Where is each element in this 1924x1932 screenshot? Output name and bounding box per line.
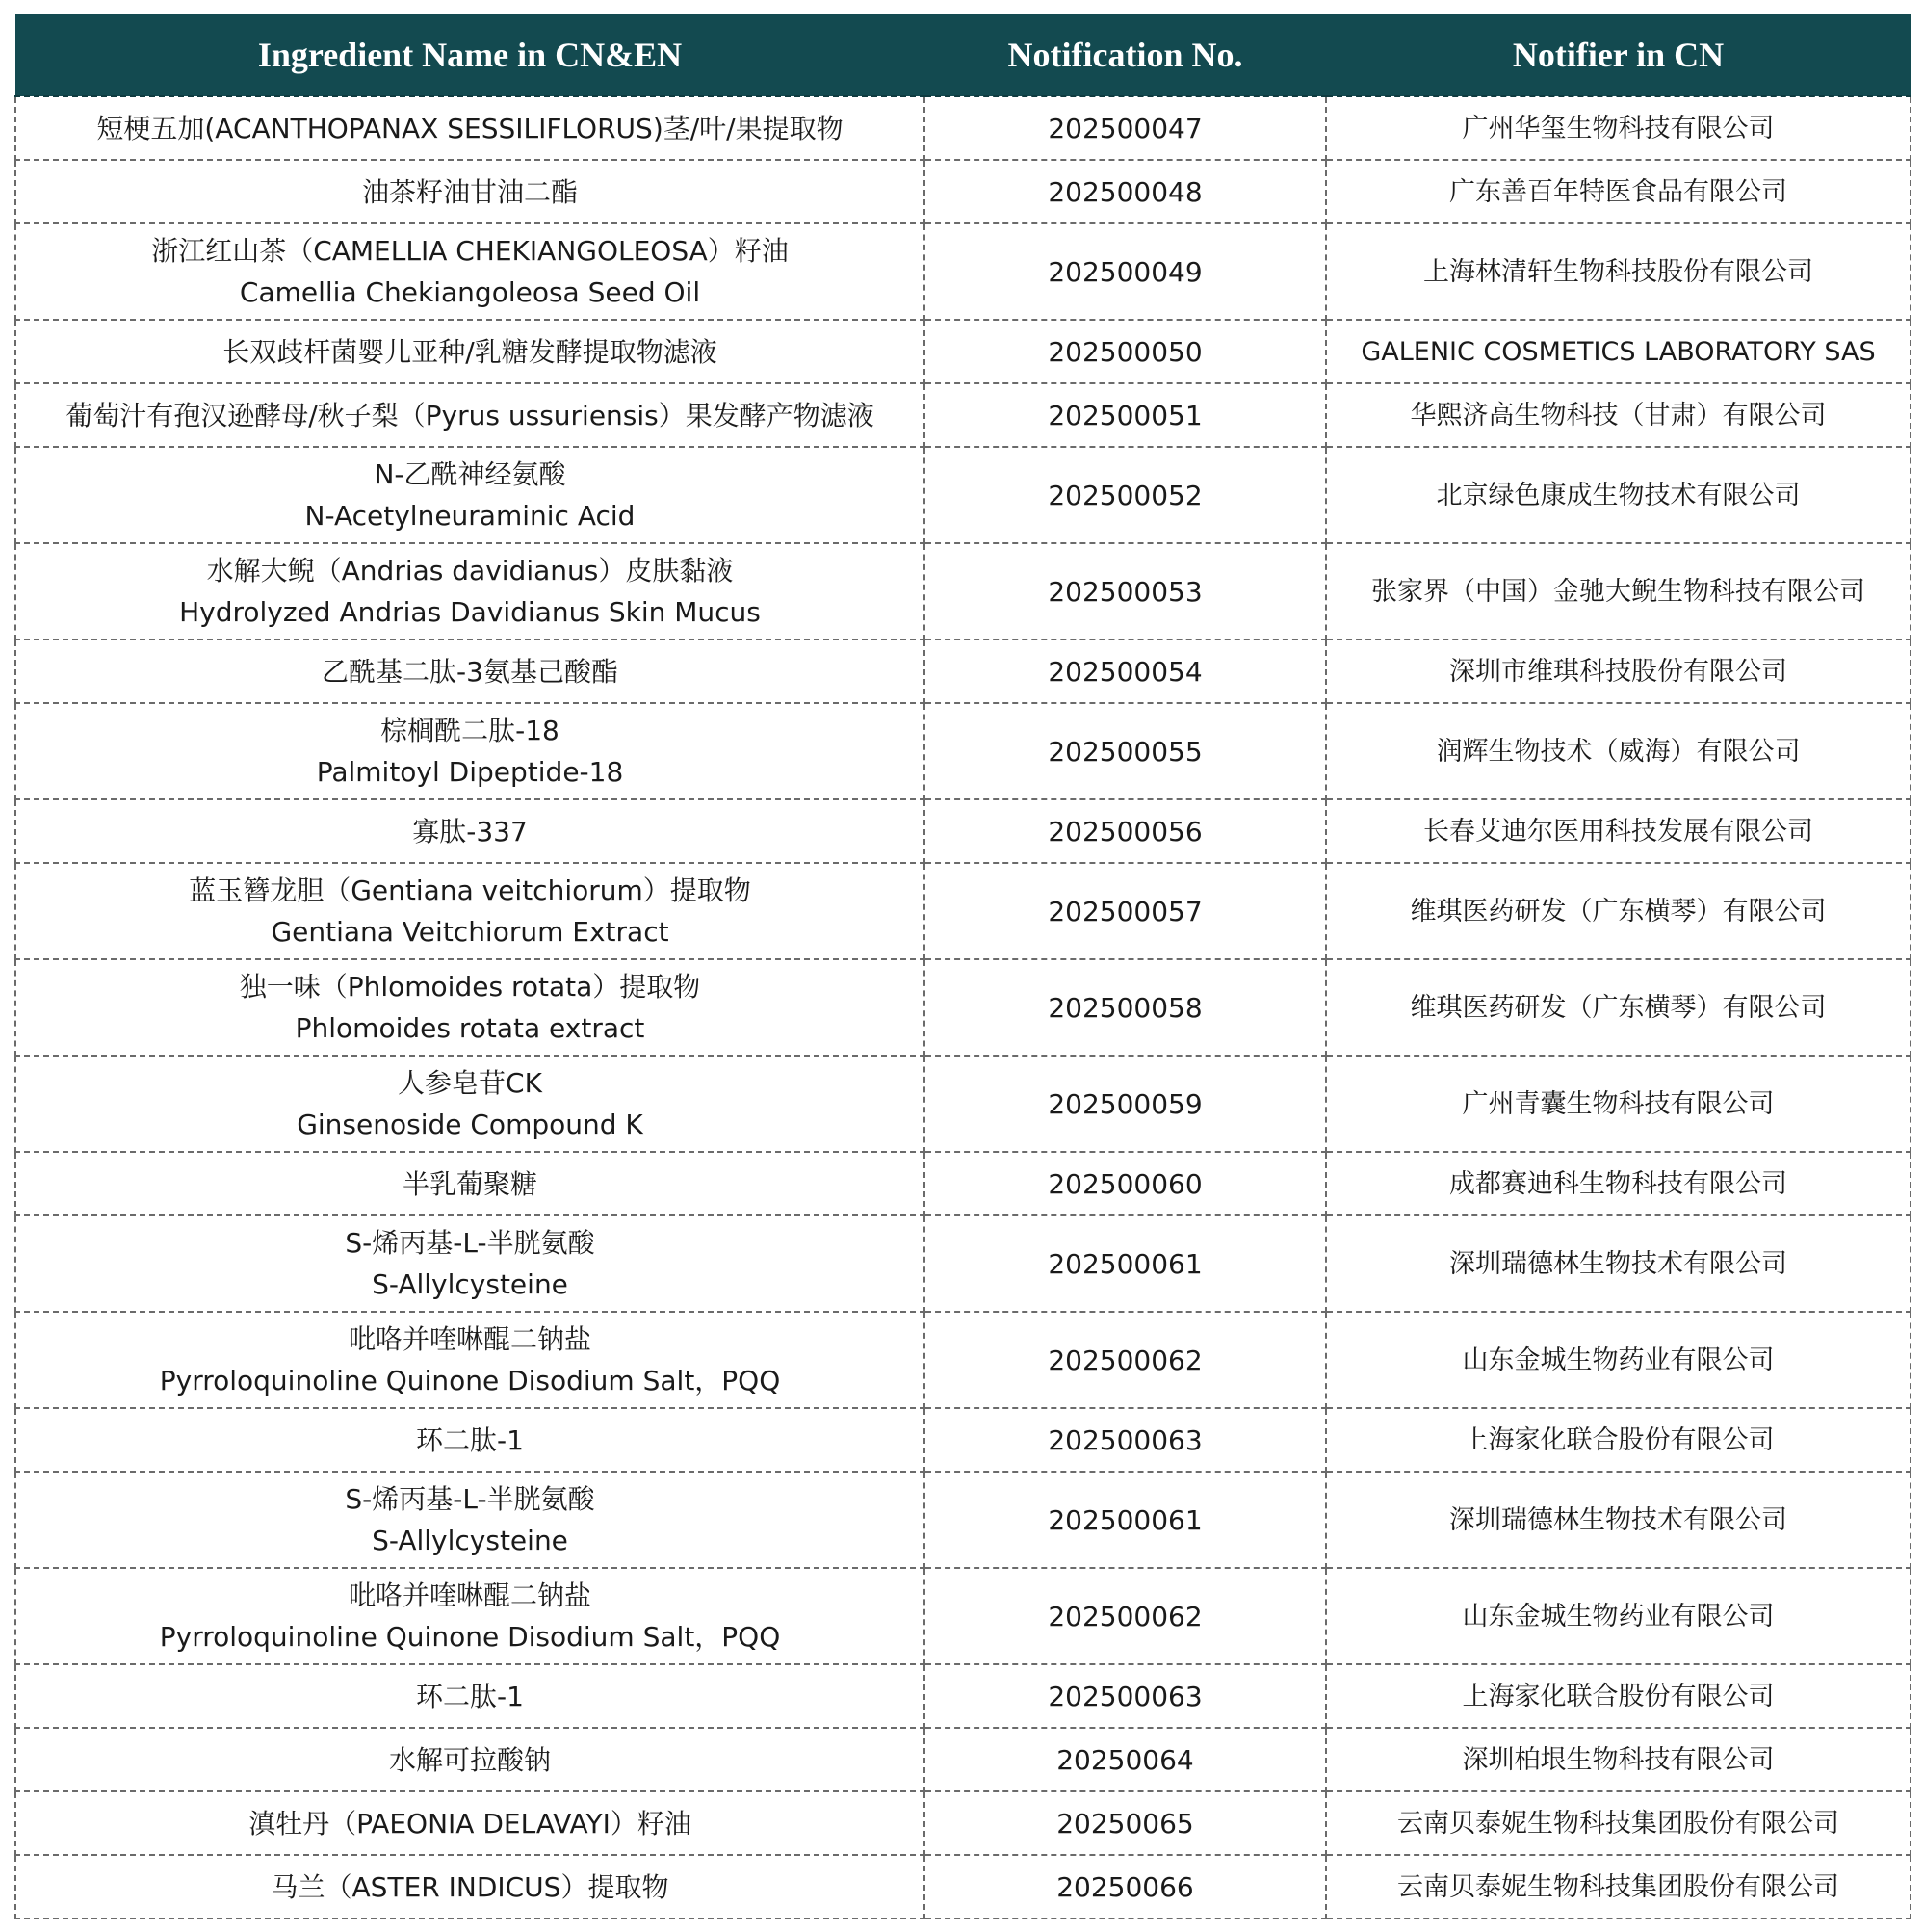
ingredient-name-line: 马兰（ASTER INDICUS）提取物 — [271, 1870, 669, 1903]
notifier-cell: 深圳市维琪科技股份有限公司 — [1326, 640, 1911, 703]
notification-no-cell: 202500051 — [924, 383, 1326, 447]
notifier-cell: 广东善百年特医食品有限公司 — [1326, 160, 1911, 223]
table-row — [15, 320, 1911, 383]
notification-no-cell: 202500061 — [924, 1472, 1326, 1568]
ingredient-name-cell — [15, 799, 924, 863]
ingredient-table — [14, 14, 1911, 1919]
notifier-cell: 深圳瑞德林生物技术有限公司 — [1326, 1215, 1911, 1312]
ingredient-name-line: 乙酰基二肽-3氨基己酸酯 — [322, 655, 618, 688]
notifier-cell: 上海家化联合股份有限公司 — [1326, 1664, 1911, 1728]
notification-no-cell: 202500055 — [924, 703, 1326, 799]
notification-no-cell: 202500052 — [924, 447, 1326, 543]
ingredient-name-line: 滇牡丹（PAEONIA DELAVAYI）籽油 — [248, 1807, 691, 1840]
ingredient-name-cell — [15, 640, 924, 703]
ingredient-name-cell — [15, 447, 924, 543]
notification-no-cell: 202500049 — [924, 223, 1326, 320]
table-row — [15, 1791, 1911, 1855]
header-notifier: Notifier in CN — [1326, 14, 1911, 96]
ingredient-name-en-line: Pyrroloquinoline Quinone Disodium Salt，PQQ — [159, 1621, 781, 1653]
table-row — [15, 1408, 1911, 1472]
table-container — [14, 14, 1910, 1919]
ingredient-name-line: 长双歧杆菌婴儿亚种/乳糖发酵提取物滤液 — [222, 335, 717, 368]
notifier-cell: 广州青囊生物科技有限公司 — [1326, 1056, 1911, 1152]
ingredient-name-cell — [15, 1791, 924, 1855]
ingredient-name-line: 寡肽-337 — [412, 815, 528, 848]
ingredient-name-cell — [15, 96, 924, 160]
ingredient-name-line: 棕榈酰二肽-18 — [380, 715, 559, 746]
notifier-cell: 长春艾迪尔医用科技发展有限公司 — [1326, 799, 1911, 863]
notifier-cell: 维琪医药研发（广东横琴）有限公司 — [1326, 863, 1911, 959]
notification-no-cell: 202500061 — [924, 1215, 1326, 1312]
notifier-cell: 山东金城生物药业有限公司 — [1326, 1568, 1911, 1664]
ingredient-name-cell — [15, 959, 924, 1056]
notifier-cell: 云南贝泰妮生物科技集团股份有限公司 — [1326, 1855, 1911, 1919]
notifier-cell: 上海家化联合股份有限公司 — [1326, 1408, 1911, 1472]
table-row — [15, 640, 1911, 703]
notifier-cell: 润辉生物技术（威海）有限公司 — [1326, 703, 1911, 799]
notification-no-cell: 20250064 — [924, 1728, 1326, 1791]
table-row — [15, 1855, 1911, 1919]
notifier-cell: 北京绿色康成生物技术有限公司 — [1326, 447, 1911, 543]
notifier-cell: 云南贝泰妮生物科技集团股份有限公司 — [1326, 1791, 1911, 1855]
table-header — [15, 14, 1911, 96]
notification-no-cell: 20250065 — [924, 1791, 1326, 1855]
notifier-cell: 广州华玺生物科技有限公司 — [1326, 96, 1911, 160]
ingredient-name-en-line: Camellia Chekiangoleosa Seed Oil — [239, 276, 701, 308]
notifier-cell: 华熙济高生物科技（甘肃）有限公司 — [1326, 383, 1911, 447]
notifier-cell: GALENIC COSMETICS LABORATORY SAS — [1326, 320, 1911, 383]
ingredient-name-en-line: S-Allylcysteine — [372, 1525, 568, 1556]
table-row — [15, 543, 1911, 640]
ingredient-name-cell — [15, 1215, 924, 1312]
notifier-cell: 深圳柏垠生物科技有限公司 — [1326, 1728, 1911, 1791]
ingredient-name-cell — [15, 1312, 924, 1408]
ingredient-name-line: S-烯丙基-L-半胱氨酸 — [345, 1483, 595, 1515]
notifier-cell: 深圳瑞德林生物技术有限公司 — [1326, 1472, 1911, 1568]
ingredient-name-line: 吡咯并喹啉醌二钠盐 — [348, 1580, 591, 1611]
notification-no-cell: 202500059 — [924, 1056, 1326, 1152]
ingredient-name-line: 半乳葡聚糖 — [402, 1167, 537, 1200]
ingredient-name-en-line: Palmitoyl Dipeptide-18 — [316, 756, 624, 788]
ingredient-name-cell — [15, 1664, 924, 1728]
notification-no-cell: 202500048 — [924, 160, 1326, 223]
table-row — [15, 447, 1911, 543]
table-row — [15, 96, 1911, 160]
ingredient-name-cell — [15, 223, 924, 320]
ingredient-name-cell — [15, 703, 924, 799]
ingredient-name-line: 葡萄汁有孢汉逊酵母/秋子梨（Pyrus ussuriensis）果发酵产物滤液 — [65, 399, 874, 431]
ingredient-name-line: 环二肽-1 — [416, 1423, 524, 1456]
header-ingredient-name: Ingredient Name in CN&EN — [15, 14, 924, 96]
ingredient-name-cell — [15, 1728, 924, 1791]
ingredient-name-line: 短梗五加(ACANTHOPANAX SESSILIFLORUS)茎/叶/果提取物 — [96, 112, 844, 144]
notifier-cell: 上海林清轩生物科技股份有限公司 — [1326, 223, 1911, 320]
notification-no-cell: 202500047 — [924, 96, 1326, 160]
ingredient-name-line: 浙江红山茶（CAMELLIA CHEKIANGOLEOSA）籽油 — [151, 235, 789, 267]
ingredient-name-cell — [15, 1152, 924, 1215]
table-row — [15, 799, 1911, 863]
ingredient-name-cell — [15, 543, 924, 640]
table-body — [15, 96, 1911, 1919]
notifier-cell: 张家界（中国）金驰大鲵生物科技有限公司 — [1326, 543, 1911, 640]
notification-no-cell: 202500060 — [924, 1152, 1326, 1215]
ingredient-name-cell — [15, 1408, 924, 1472]
ingredient-name-en-line: Gentiana Veitchiorum Extract — [271, 916, 669, 948]
ingredient-name-en-line: Ginsenoside Compound K — [297, 1109, 643, 1140]
notifier-cell: 维琪医药研发（广东横琴）有限公司 — [1326, 959, 1911, 1056]
ingredient-name-line: 人参皂苷CK — [398, 1067, 542, 1099]
notification-no-cell: 20250066 — [924, 1855, 1326, 1919]
notification-no-cell: 202500053 — [924, 543, 1326, 640]
header-row — [15, 14, 1911, 96]
ingredient-name-cell — [15, 1472, 924, 1568]
table-row — [15, 1728, 1911, 1791]
table-row — [15, 223, 1911, 320]
notification-no-cell: 202500057 — [924, 863, 1326, 959]
table-row — [15, 160, 1911, 223]
ingredient-name-line: 吡咯并喹啉醌二钠盐 — [348, 1323, 591, 1355]
ingredient-name-line: 独一味（Phlomoides rotata）提取物 — [239, 971, 701, 1003]
notifier-cell: 成都赛迪科生物科技有限公司 — [1326, 1152, 1911, 1215]
ingredient-name-en-line: S-Allylcysteine — [372, 1268, 568, 1300]
table-row — [15, 1568, 1911, 1664]
ingredient-name-cell — [15, 383, 924, 447]
table-row — [15, 1152, 1911, 1215]
ingredient-name-en-line: Phlomoides rotata extract — [295, 1012, 645, 1044]
notification-no-cell: 202500056 — [924, 799, 1326, 863]
ingredient-name-line: 油茶籽油甘油二酯 — [361, 175, 578, 208]
table-row — [15, 1312, 1911, 1408]
ingredient-name-cell — [15, 1056, 924, 1152]
ingredient-name-cell — [15, 1855, 924, 1919]
notifier-cell: 山东金城生物药业有限公司 — [1326, 1312, 1911, 1408]
ingredient-name-line: 环二肽-1 — [416, 1680, 524, 1712]
notification-no-cell: 202500058 — [924, 959, 1326, 1056]
notification-no-cell: 202500054 — [924, 640, 1326, 703]
ingredient-name-line: S-烯丙基-L-半胱氨酸 — [345, 1227, 595, 1259]
ingredient-name-line: N-乙酰神经氨酸 — [374, 458, 566, 490]
table-row — [15, 863, 1911, 959]
ingredient-name-en-line: Hydrolyzed Andrias Davidianus Skin Mucus — [179, 596, 761, 628]
ingredient-name-cell — [15, 1568, 924, 1664]
table-row — [15, 383, 1911, 447]
ingredient-name-cell — [15, 160, 924, 223]
header-notification-no: Notification No. — [924, 14, 1326, 96]
notification-no-cell: 202500062 — [924, 1312, 1326, 1408]
ingredient-name-line: 水解可拉酸钠 — [388, 1743, 551, 1776]
notification-no-cell: 202500050 — [924, 320, 1326, 383]
notification-no-cell: 202500063 — [924, 1664, 1326, 1728]
table-row — [15, 1215, 1911, 1312]
notification-no-cell: 202500062 — [924, 1568, 1326, 1664]
notification-no-cell: 202500063 — [924, 1408, 1326, 1472]
ingredient-name-cell — [15, 320, 924, 383]
table-row — [15, 959, 1911, 1056]
ingredient-name-line: 蓝玉簪龙胆（Gentiana veitchiorum）提取物 — [189, 875, 751, 906]
ingredient-name-en-line: N-Acetylneuraminic Acid — [304, 500, 636, 532]
ingredient-name-en-line: Pyrroloquinoline Quinone Disodium Salt，PQQ — [159, 1365, 781, 1397]
table-row — [15, 703, 1911, 799]
ingredient-name-line: 水解大鲵（Andrias davidianus）皮肤黏液 — [206, 555, 734, 587]
table-row — [15, 1472, 1911, 1568]
table-row — [15, 1664, 1911, 1728]
ingredient-name-cell — [15, 863, 924, 959]
table-row — [15, 1056, 1911, 1152]
